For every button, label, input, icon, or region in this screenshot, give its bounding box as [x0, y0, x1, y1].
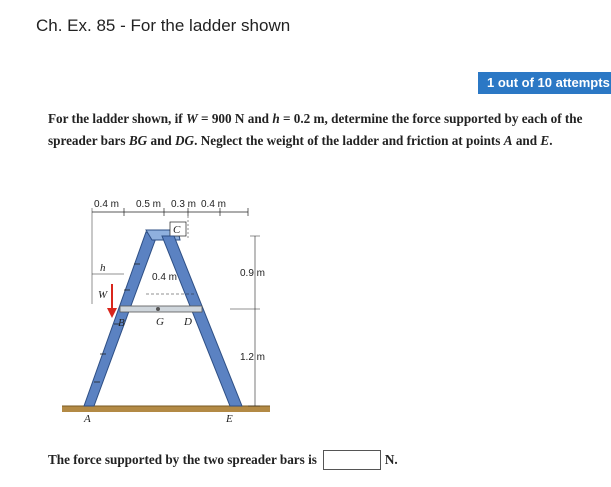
dim-label: 0.4 m [94, 199, 120, 210]
ground [62, 406, 270, 412]
problem-text: = 0.2 m, determine the force supported by each of the spreader bars [48, 111, 583, 148]
dim-label: 0.4 m [201, 199, 227, 210]
point-d: D [184, 316, 192, 328]
var-h: h [272, 111, 280, 126]
answer-row [48, 448, 398, 472]
problem-statement [48, 108, 604, 152]
var-a: A [503, 133, 513, 148]
var-w: W [186, 111, 198, 126]
right-dim-bottom: 1.2 m [240, 352, 266, 363]
problem-text: For the ladder shown, if [48, 111, 186, 126]
point-a: A [84, 413, 91, 425]
answer-prompt: The force supported by the two spreader bars is [48, 452, 317, 467]
point-c: C [173, 224, 181, 236]
ladder-figure [60, 194, 300, 434]
ladder-right-rail [162, 236, 242, 406]
w-label: W [98, 289, 108, 301]
point-e: E [226, 413, 233, 425]
mid-dim-label: 0.4 m [152, 272, 178, 283]
attempts-badge: 1 out of 10 attempts [478, 72, 611, 94]
problem-text: . Neglect the weight of the ladder and friction at points [194, 133, 504, 148]
spreader-bar [120, 306, 202, 312]
problem-text: . [549, 133, 553, 148]
var-dg: DG [175, 133, 195, 148]
point-g: G [156, 316, 164, 328]
problem-text: and [147, 133, 176, 148]
var-bg: BG [128, 133, 148, 148]
right-dim-top: 0.9 m [240, 268, 266, 279]
page-title: Ch. Ex. 85 - For the ladder shown [36, 16, 291, 35]
answer-unit: N. [384, 452, 398, 467]
h-label: h [100, 262, 106, 274]
problem-text: and [512, 133, 541, 148]
answer-input[interactable] [323, 450, 381, 470]
dim-label: 0.5 m [136, 199, 162, 210]
var-e: E [540, 133, 550, 148]
point-b: B [118, 317, 125, 329]
problem-text: = 900 N and [197, 111, 273, 126]
dim-label: 0.3 m [171, 199, 197, 210]
